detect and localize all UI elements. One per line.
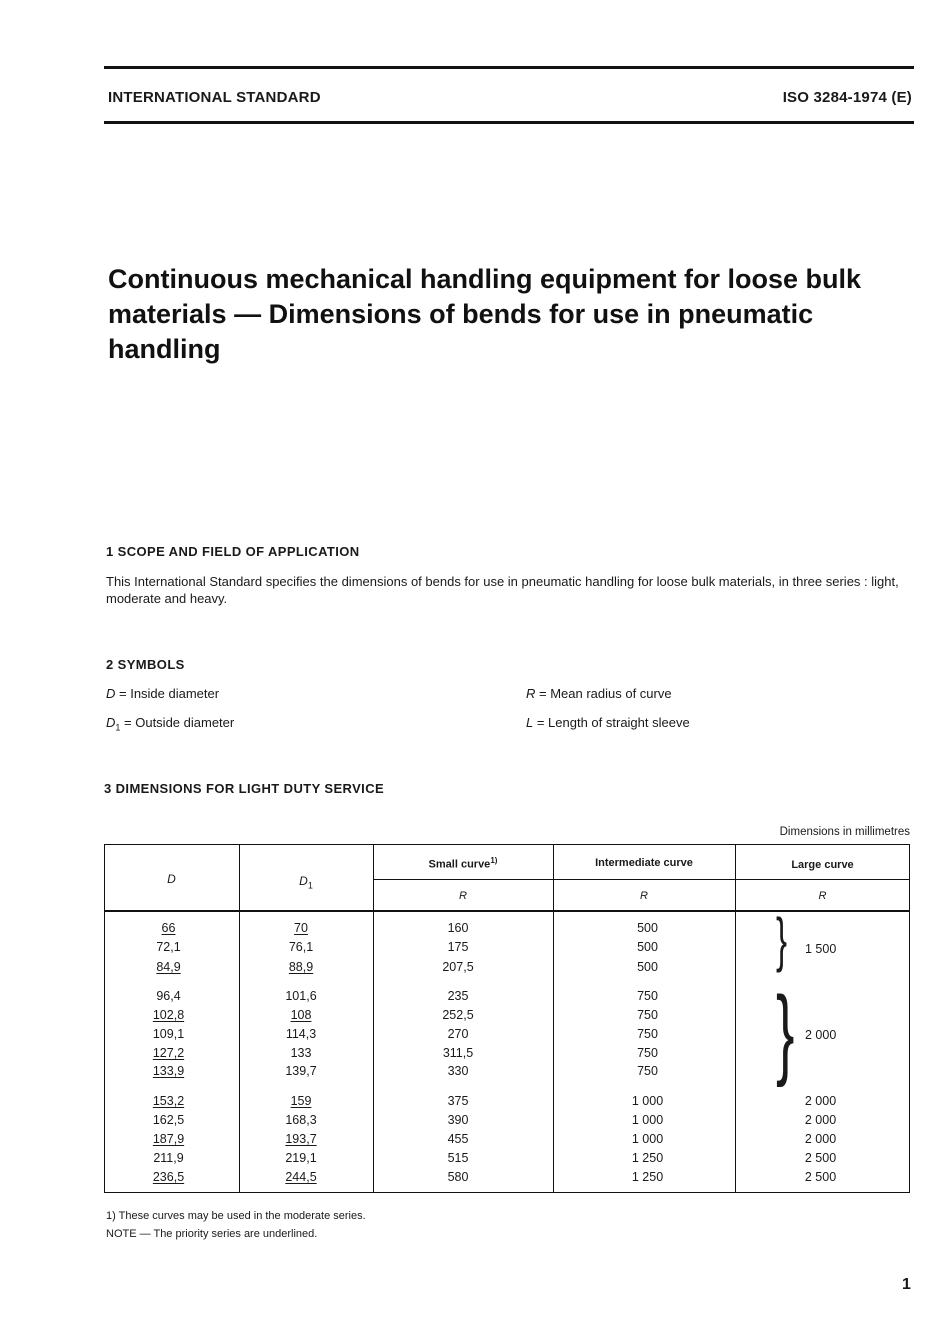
cell-D1: 219,1 <box>285 1151 317 1165</box>
brace-icon: } <box>776 976 795 1088</box>
symbol-D1: $D_1$ = Outside diameter <box>106 715 235 733</box>
document-title: Continuous mechanical handling equipment for loose bulk materials — Dimensions of bends for use in pneumatic handling <box>108 264 862 364</box>
cell-D1: 168,3 <box>285 1113 317 1127</box>
header-top-rule <box>104 66 914 69</box>
cell-inter-R: 750 <box>637 989 658 1003</box>
cell-small-R: 515 <box>447 1151 469 1165</box>
cell-large-R: 2 000 <box>804 1132 837 1146</box>
table-subheader-rule <box>373 879 910 880</box>
cell-D1: 133 <box>290 1046 312 1060</box>
cell-large-R: 2 500 <box>804 1170 837 1184</box>
cell-D: 84,9 <box>156 960 181 974</box>
cell-D1: 159 <box>290 1094 312 1108</box>
cell-D1: 244,5 <box>285 1170 317 1184</box>
cell-inter-R: 1 000 <box>631 1094 664 1108</box>
cell-small-R: 311,5 <box>442 1046 474 1060</box>
cell-small-R: 390 <box>447 1113 469 1127</box>
cell-inter-R: 500 <box>637 921 658 935</box>
cell-inter-R: 750 <box>637 1046 658 1060</box>
cell-D: 127,2 <box>152 1046 185 1060</box>
th-inter-R: R <box>640 890 648 902</box>
cell-small-R: 330 <box>447 1064 469 1078</box>
cell-small-R: 235 <box>447 989 469 1003</box>
cell-inter-R: 1 000 <box>631 1113 664 1127</box>
cell-small-R: 455 <box>447 1132 469 1146</box>
th-D1: $D_1$ <box>299 874 313 891</box>
cell-D: 96,4 <box>156 989 181 1003</box>
th-intermediate-curve: Intermediate curve <box>595 857 693 869</box>
cell-large-R: 2 500 <box>804 1151 837 1165</box>
cell-inter-R: 1 000 <box>631 1132 664 1146</box>
large-curve-group-1: 1 500 <box>805 942 837 956</box>
cell-D: 133,9 <box>152 1064 185 1078</box>
cell-inter-R: 750 <box>637 1008 658 1022</box>
footnote-note: NOTE — The priority series are underlined. <box>106 1228 318 1240</box>
cell-large-R: 2 000 <box>804 1094 837 1108</box>
cell-D: 162,5 <box>152 1113 185 1127</box>
section1-heading: 1 SCOPE AND FIELD OF APPLICATION <box>106 544 360 559</box>
header-bottom-rule <box>104 121 914 124</box>
footnote-1: 1) These curves may be used in the moderate series. <box>106 1210 366 1222</box>
cell-small-R: 270 <box>447 1027 469 1041</box>
section2-heading: 2 SYMBOLS <box>106 657 185 672</box>
cell-D1: 101,6 <box>285 989 317 1003</box>
cell-small-R: 252,5 <box>442 1008 474 1022</box>
units-note: Dimensions in millimetres <box>779 826 910 838</box>
cell-D: 66 <box>161 921 176 935</box>
cell-D: 109,1 <box>152 1027 185 1041</box>
cell-inter-R: 500 <box>637 960 658 974</box>
cell-small-R: 580 <box>447 1170 469 1184</box>
cell-D1: 88,9 <box>288 960 314 974</box>
cell-D: 102,8 <box>152 1008 185 1022</box>
cell-D1: 114,3 <box>285 1027 317 1041</box>
cell-large-R: 2 000 <box>804 1113 837 1127</box>
cell-D: 187,9 <box>152 1132 185 1146</box>
th-small-R: R <box>459 890 467 902</box>
cell-D1: 70 <box>294 921 308 935</box>
cell-small-R: 175 <box>447 940 469 954</box>
cell-D1: 193,7 <box>285 1132 317 1146</box>
th-D: D <box>167 872 176 886</box>
symbol-L: L = Length of straight sleeve <box>526 715 690 730</box>
cell-D1: 139,7 <box>285 1064 317 1078</box>
symbol-R: R = Mean radius of curve <box>526 686 672 701</box>
th-small-curve: Small curve$^{1)}$ <box>428 856 498 871</box>
cell-small-R: 207,5 <box>442 960 474 974</box>
cell-inter-R: 750 <box>637 1064 658 1078</box>
header-right: ISO 3284-1974 (E) <box>782 89 912 106</box>
page-number: 1 <box>902 1276 911 1293</box>
cell-inter-R: 750 <box>637 1027 658 1041</box>
header-left: INTERNATIONAL STANDARD <box>108 89 321 106</box>
cell-D: 211,9 <box>153 1151 184 1165</box>
cell-inter-R: 1 250 <box>631 1151 664 1165</box>
cell-small-R: 160 <box>447 921 469 935</box>
cell-small-R: 375 <box>447 1094 469 1108</box>
cell-inter-R: 1 250 <box>631 1170 664 1184</box>
cell-D1: 108 <box>290 1008 312 1022</box>
cell-D: 153,2 <box>152 1094 185 1108</box>
brace-icon: } <box>776 906 788 973</box>
th-large-R: R <box>818 890 827 902</box>
section1-text: This International Standard specifies the dimensions of bends for use in pneumatic handling for loose bulk materials, in three series : light, moderate and heavy. <box>106 574 899 606</box>
large-curve-group-2: 2 000 <box>805 1028 837 1042</box>
table-col-divider <box>239 844 240 1193</box>
cell-D1: 76,1 <box>288 940 314 954</box>
cell-inter-R: 500 <box>637 940 658 954</box>
cell-D: 72,1 <box>156 940 181 954</box>
table-header-rule <box>104 910 910 912</box>
section3-heading: 3 DIMENSIONS FOR LIGHT DUTY SERVICE <box>104 781 385 796</box>
th-large-curve: Large curve <box>791 859 854 871</box>
symbol-D: D = Inside diameter <box>106 686 220 701</box>
cell-D: 236,5 <box>152 1170 185 1184</box>
